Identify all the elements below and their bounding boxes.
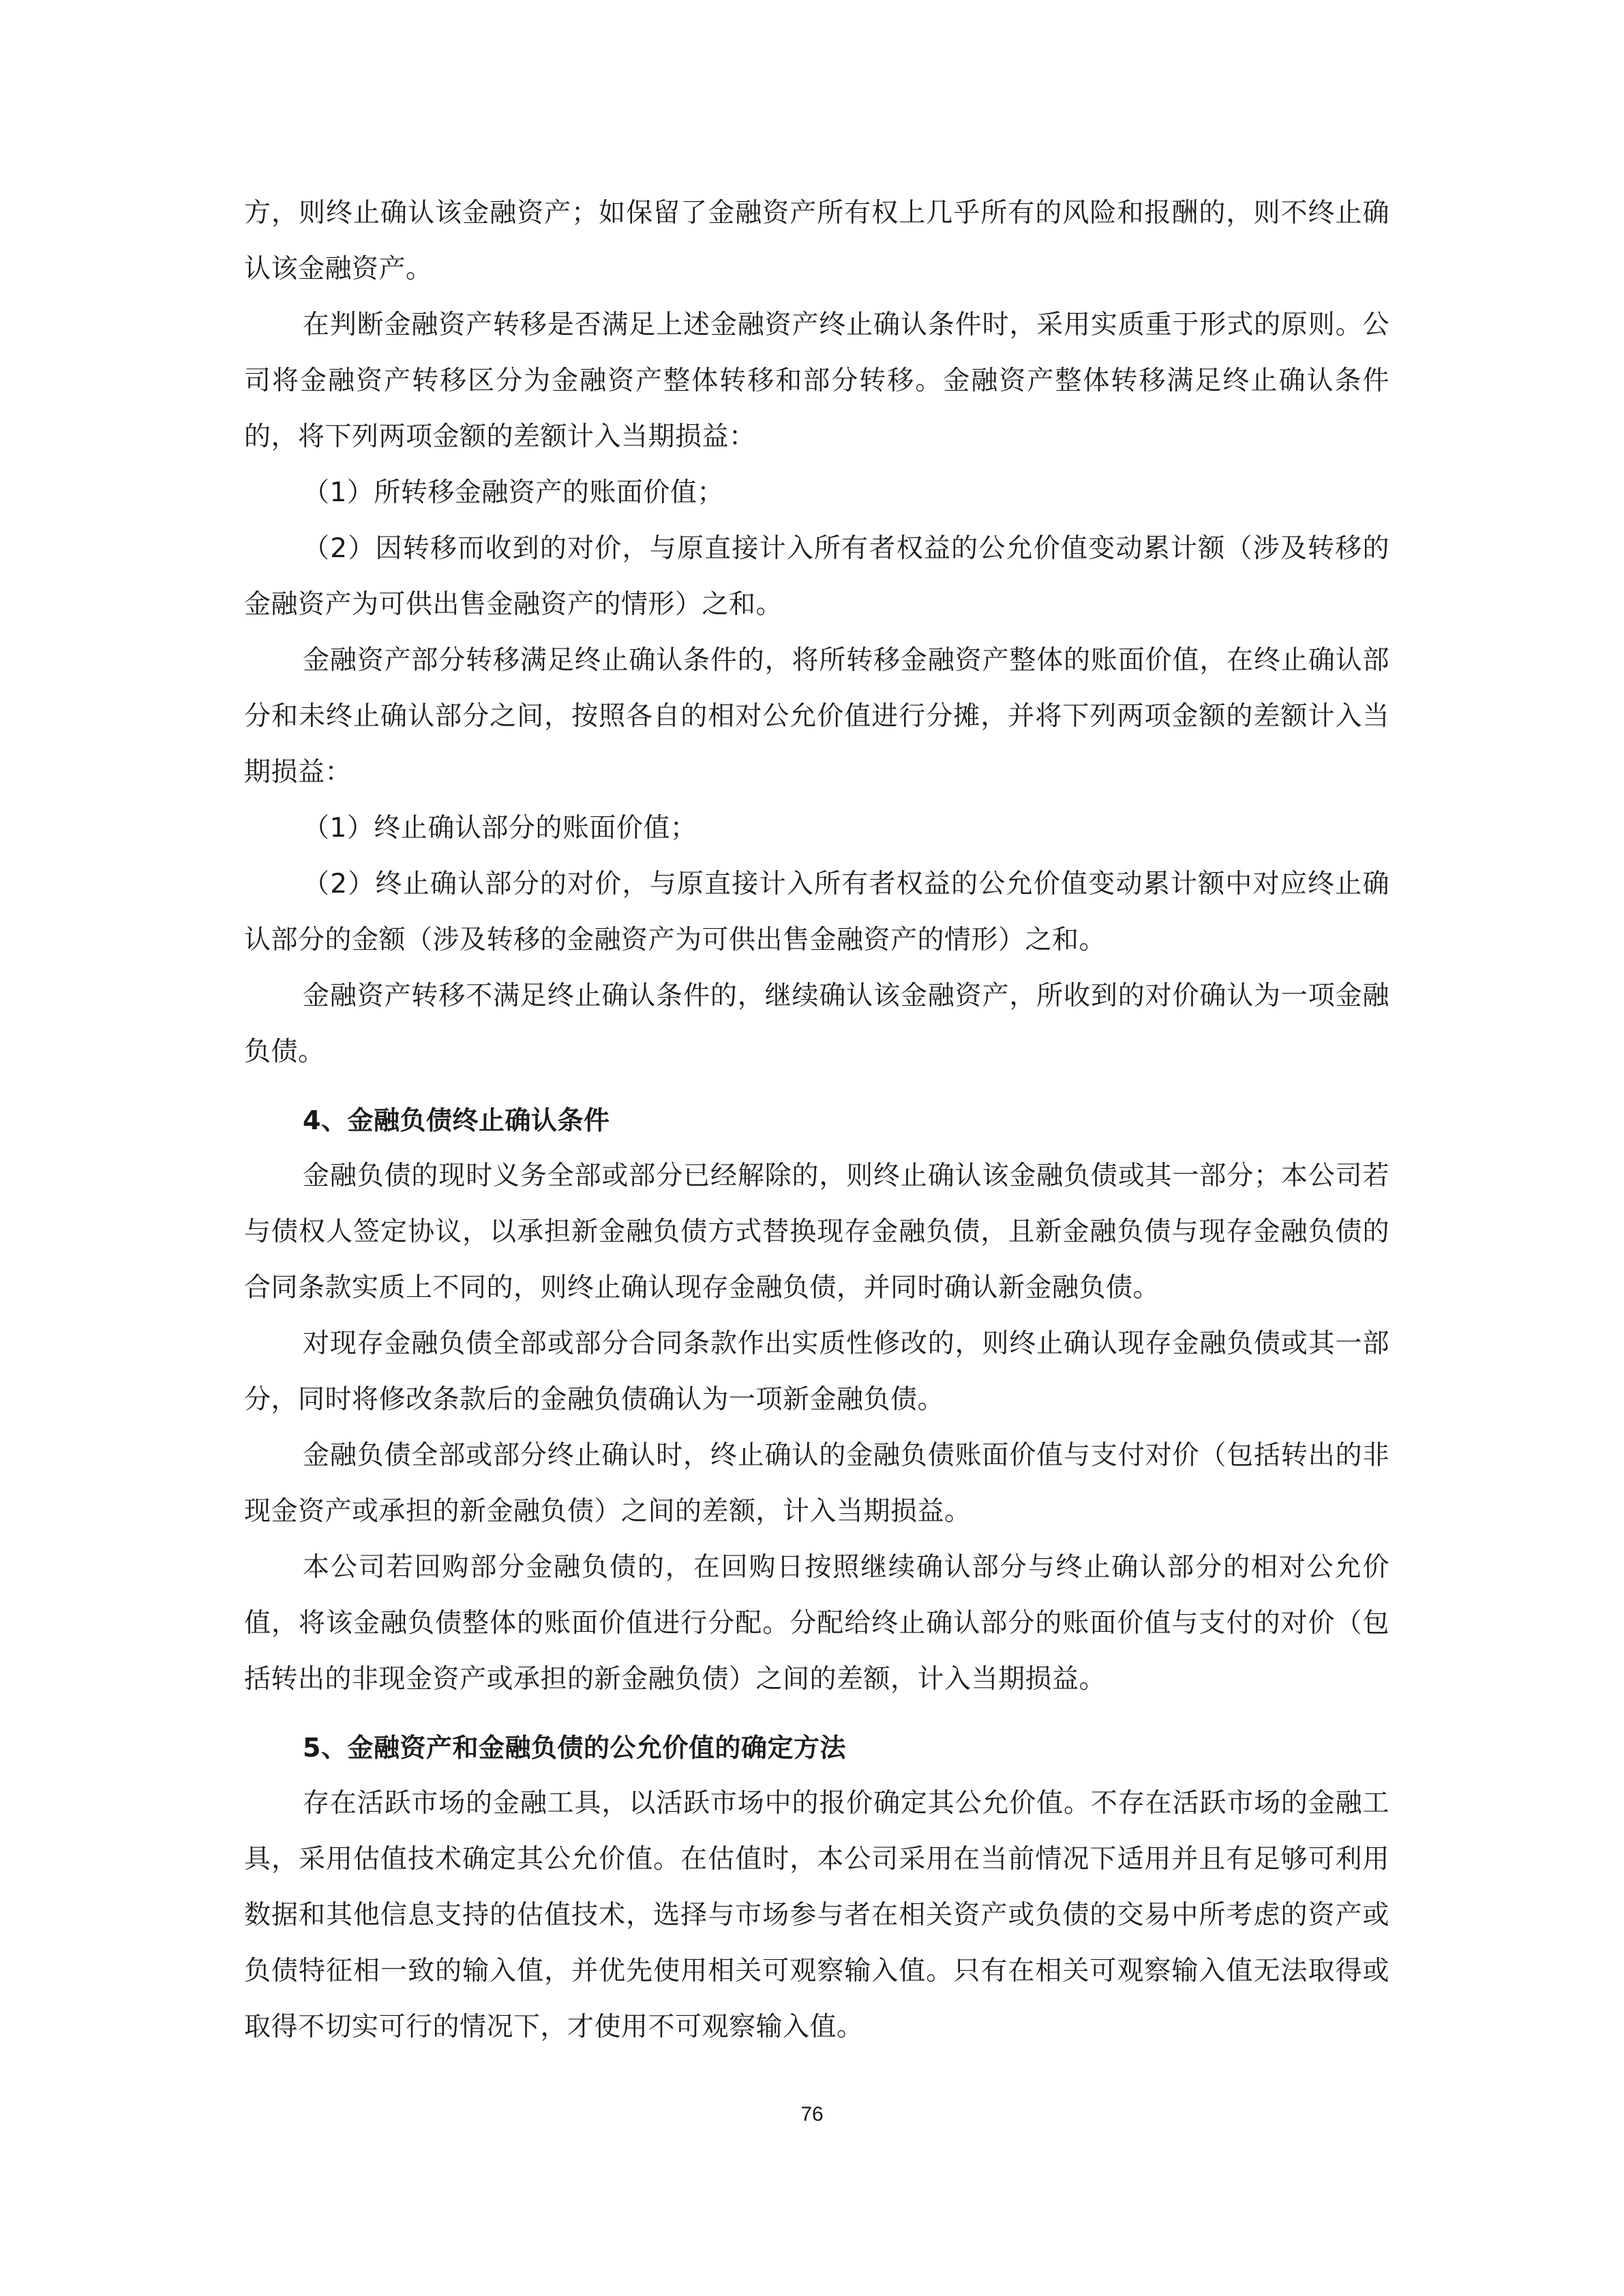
list-item-1: （1）所转移金融资产的账面价值； <box>303 477 724 508</box>
list-item-1b: （1）终止确认部分的账面价值； <box>303 813 697 844</box>
paragraph-partial-transfer: 金融资产部分转移满足终止确认条件的，将所转移金融资产整体的账面价值，在终止确认部分和未终止确认部分之间，按照各自的相对公允价值进行分摊，并将下列两项金额的差额计入当期损益： <box>244 645 1389 788</box>
section4-paragraph: 金融负债的现时义务全部或部分已经解除的，则终止确认该金融负债或其一部分；本公司若与债权人签定协议，以承担新金融负债方式替换现存金融负债，且新金融负债与现存金融负债的合同条款实质上不同的，则终止确认现存金融负债，并同时确认新金融负债。 <box>244 1161 1389 1303</box>
paragraph-continuation: 方，则终止确认该金融资产；如保留了金融资产所有权上几乎所有的风险和报酬的，则不终止确认该金融资产。 <box>244 198 1389 284</box>
paragraph-transfer-judgement: 在判断金融资产转移是否满足上述金融资产终止确认条件时，采用实质重于形式的原则。公司将金融资产转移区分为金融资产整体转移和部分转移。金融资产整体转移满足终止确认条件的，将下列两项金额的差额计入当期损益： <box>244 310 1389 452</box>
section-heading-5: 5、金融资产和金融负债的公允价值的确定方法 <box>303 1733 846 1763</box>
section5-paragraph: 存在活跃市场的金融工具，以活跃市场中的报价确定其公允价值。不存在活跃市场的金融工具，采用估值技术确定其公允价值。在估值时，本公司采用在当前情况下适用并且有足够可利用数据和其他信息支持的估值技术，选择与市场参与者在相关资产或负债的交易中所考虑的资产或负债特征相一致的输入值，并优先使用相关可观察输入值。只有在相关可观察输入值无法取得或取得不切实可行的情况下，才使用不可观察输入值。 <box>244 1788 1389 2042</box>
section4-paragraph: 金融负债全部或部分终止确认时，终止确认的金融负债账面价值与支付对价（包括转出的非现金资产或承担的新金融负债）之间的差额，计入当期损益。 <box>244 1440 1389 1527</box>
list-item-2b: （2）终止确认部分的对价，与原直接计入所有者权益的公允价值变动累计额中对应终止确认部分的金额（涉及转移的金融资产为可供出售金融资产的情形）之和。 <box>244 869 1389 955</box>
list-item-2: （2）因转移而收到的对价，与原直接计入所有者权益的公允价值变动累计额（涉及转移的金融资产为可供出售金融资产的情形）之和。 <box>244 533 1389 620</box>
page-content <box>244 185 1389 2055</box>
page-number: 76 <box>800 2103 824 2126</box>
section-heading-4: 4、金融负债终止确认条件 <box>303 1105 610 1135</box>
section4-paragraph: 本公司若回购部分金融负债的，在回购日按照继续确认部分与终止确认部分的相对公允价值，将该金融负债整体的账面价值进行分配。分配给终止确认部分的账面价值与支付的对价（包括转出的非现金资产或承担的新金融负债）之间的差额，计入当期损益。 <box>244 1552 1389 1695</box>
section4-paragraph: 对现存金融负债全部或部分合同条款作出实质性修改的，则终止确认现存金融负债或其一部分，同时将修改条款后的金融负债确认为一项新金融负债。 <box>244 1328 1389 1415</box>
paragraph-not-derecognized: 金融资产转移不满足终止确认条件的，继续确认该金融资产，所收到的对价确认为一项金融负债。 <box>244 981 1389 1067</box>
